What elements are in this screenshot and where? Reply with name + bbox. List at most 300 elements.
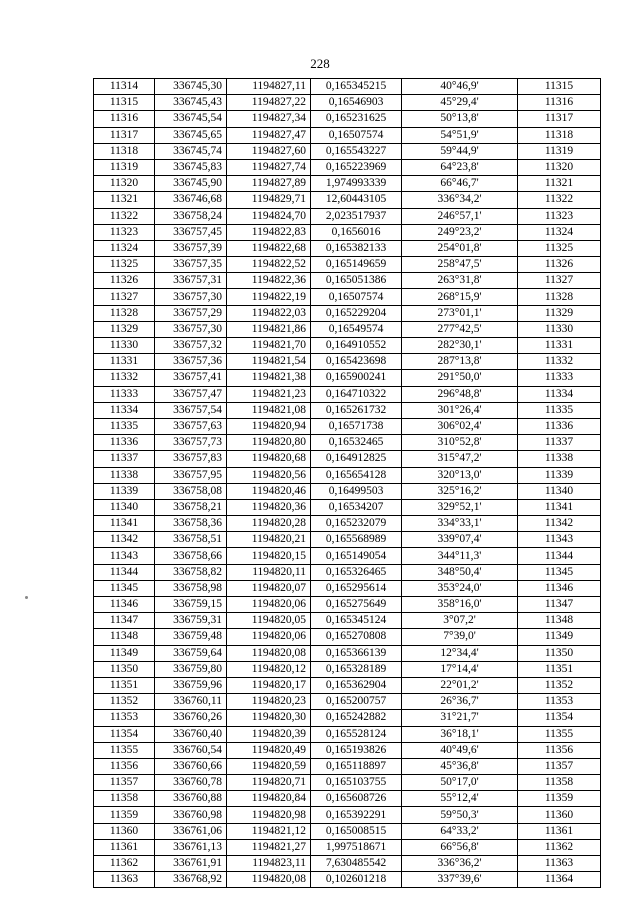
y-coordinate-cell: 1194820,80 [227, 435, 311, 451]
bearing-cell: 306°02,4' [402, 418, 518, 434]
point-number-cell: 11348 [94, 629, 155, 645]
point-number-cell: 11316 [94, 111, 155, 127]
distance-cell: 2,023517937 [311, 208, 402, 224]
point-number-cell: 11325 [94, 257, 155, 273]
y-coordinate-cell: 1194820,15 [227, 548, 311, 564]
table-row [94, 791, 601, 807]
point-number-cell: 11354 [94, 726, 155, 742]
distance-cell: 0,165232079 [311, 516, 402, 532]
table-row [94, 95, 601, 111]
x-coordinate-cell: 336759,31 [155, 613, 227, 629]
x-coordinate-cell: 336745,43 [155, 95, 227, 111]
point-number-cell: 11355 [94, 742, 155, 758]
next-point-cell: 11335 [518, 402, 601, 418]
point-number-cell: 11341 [94, 516, 155, 532]
table-row [94, 257, 601, 273]
bearing-cell: 291°50,0' [402, 370, 518, 386]
y-coordinate-cell: 1194820,08 [227, 645, 311, 661]
distance-cell: 0,165275649 [311, 597, 402, 613]
bearing-cell: 64°33,2' [402, 823, 518, 839]
distance-cell: 1,997518671 [311, 839, 402, 855]
next-point-cell: 11321 [518, 176, 601, 192]
bearing-cell: 329°52,1' [402, 499, 518, 515]
point-number-cell: 11318 [94, 143, 155, 159]
distance-cell: 0,165326465 [311, 564, 402, 580]
point-number-cell: 11337 [94, 451, 155, 467]
bearing-cell: 54°51,9' [402, 127, 518, 143]
x-coordinate-cell: 336745,65 [155, 127, 227, 143]
x-coordinate-cell: 336745,30 [155, 79, 227, 95]
bearing-cell: 315°47,2' [402, 451, 518, 467]
y-coordinate-cell: 1194820,56 [227, 467, 311, 483]
x-coordinate-cell: 336757,39 [155, 240, 227, 256]
distance-cell: 0,164710322 [311, 386, 402, 402]
next-point-cell: 11351 [518, 661, 601, 677]
table-row [94, 79, 601, 95]
table-row [94, 127, 601, 143]
bearing-cell: 59°44,9' [402, 143, 518, 159]
point-number-cell: 11314 [94, 79, 155, 95]
point-number-cell: 11332 [94, 370, 155, 386]
y-coordinate-cell: 1194822,03 [227, 305, 311, 321]
x-coordinate-cell: 336746,68 [155, 192, 227, 208]
table-row [94, 580, 601, 596]
distance-cell: 0,16507574 [311, 289, 402, 305]
x-coordinate-cell: 336757,45 [155, 224, 227, 240]
x-coordinate-cell: 336759,96 [155, 677, 227, 693]
x-coordinate-cell: 336757,31 [155, 273, 227, 289]
next-point-cell: 11332 [518, 354, 601, 370]
coordinates-table [93, 78, 601, 888]
distance-cell: 0,165328189 [311, 661, 402, 677]
x-coordinate-cell: 336760,78 [155, 775, 227, 791]
table-row [94, 354, 601, 370]
next-point-cell: 11338 [518, 451, 601, 467]
x-coordinate-cell: 336757,54 [155, 402, 227, 418]
next-point-cell: 11334 [518, 386, 601, 402]
y-coordinate-cell: 1194820,71 [227, 775, 311, 791]
y-coordinate-cell: 1194820,30 [227, 710, 311, 726]
table-row [94, 240, 601, 256]
next-point-cell: 11327 [518, 273, 601, 289]
table-row [94, 872, 601, 888]
distance-cell: 0,16549574 [311, 321, 402, 337]
table-row [94, 758, 601, 774]
y-coordinate-cell: 1194824,70 [227, 208, 311, 224]
bearing-cell: 348°50,4' [402, 564, 518, 580]
point-number-cell: 11361 [94, 839, 155, 855]
x-coordinate-cell: 336768,92 [155, 872, 227, 888]
y-coordinate-cell: 1194820,84 [227, 791, 311, 807]
next-point-cell: 11362 [518, 839, 601, 855]
y-coordinate-cell: 1194827,34 [227, 111, 311, 127]
bearing-cell: 353°24,0' [402, 580, 518, 596]
table-row [94, 710, 601, 726]
table-row [94, 823, 601, 839]
distance-cell: 0,165295614 [311, 580, 402, 596]
y-coordinate-cell: 1194827,74 [227, 159, 311, 175]
table-row [94, 386, 601, 402]
distance-cell: 0,165008515 [311, 823, 402, 839]
distance-cell: 0,165149659 [311, 257, 402, 273]
y-coordinate-cell: 1194821,08 [227, 402, 311, 418]
x-coordinate-cell: 336761,06 [155, 823, 227, 839]
next-point-cell: 11336 [518, 418, 601, 434]
next-point-cell: 11350 [518, 645, 601, 661]
x-coordinate-cell: 336760,88 [155, 791, 227, 807]
coordinates-table-body [94, 79, 601, 888]
bearing-cell: 66°56,8' [402, 839, 518, 855]
next-point-cell: 11339 [518, 467, 601, 483]
distance-cell: 0,164912825 [311, 451, 402, 467]
next-point-cell: 11346 [518, 580, 601, 596]
distance-cell: 0,165193826 [311, 742, 402, 758]
distance-cell: 0,165149054 [311, 548, 402, 564]
x-coordinate-cell: 336757,36 [155, 354, 227, 370]
table-row [94, 645, 601, 661]
x-coordinate-cell: 336745,90 [155, 176, 227, 192]
point-number-cell: 11339 [94, 483, 155, 499]
y-coordinate-cell: 1194820,06 [227, 597, 311, 613]
table-row [94, 418, 601, 434]
y-coordinate-cell: 1194820,07 [227, 580, 311, 596]
y-coordinate-cell: 1194820,21 [227, 532, 311, 548]
x-coordinate-cell: 336758,82 [155, 564, 227, 580]
next-point-cell: 11349 [518, 629, 601, 645]
x-coordinate-cell: 336757,35 [155, 257, 227, 273]
point-number-cell: 11360 [94, 823, 155, 839]
bearing-cell: 45°36,8' [402, 758, 518, 774]
distance-cell: 0,165568989 [311, 532, 402, 548]
x-coordinate-cell: 336745,83 [155, 159, 227, 175]
distance-cell: 0,165231625 [311, 111, 402, 127]
point-number-cell: 11323 [94, 224, 155, 240]
point-number-cell: 11340 [94, 499, 155, 515]
table-row [94, 516, 601, 532]
point-number-cell: 11315 [94, 95, 155, 111]
point-number-cell: 11357 [94, 775, 155, 791]
bearing-cell: 263°31,8' [402, 273, 518, 289]
point-number-cell: 11321 [94, 192, 155, 208]
table-row [94, 613, 601, 629]
bearing-cell: 36°18,1' [402, 726, 518, 742]
bearing-cell: 40°46,9' [402, 79, 518, 95]
bearing-cell: 268°15,9' [402, 289, 518, 305]
next-point-cell: 11317 [518, 111, 601, 127]
x-coordinate-cell: 336745,54 [155, 111, 227, 127]
y-coordinate-cell: 1194821,54 [227, 354, 311, 370]
next-point-cell: 11333 [518, 370, 601, 386]
y-coordinate-cell: 1194827,89 [227, 176, 311, 192]
next-point-cell: 11344 [518, 548, 601, 564]
x-coordinate-cell: 336758,36 [155, 516, 227, 532]
next-point-cell: 11363 [518, 856, 601, 872]
point-number-cell: 11349 [94, 645, 155, 661]
table-row [94, 661, 601, 677]
distance-cell: 0,165608726 [311, 791, 402, 807]
distance-cell: 0,165229204 [311, 305, 402, 321]
bearing-cell: 26°36,7' [402, 694, 518, 710]
point-number-cell: 11342 [94, 532, 155, 548]
point-number-cell: 11330 [94, 338, 155, 354]
table-row [94, 807, 601, 823]
distance-cell: 1,974993339 [311, 176, 402, 192]
table-row [94, 305, 601, 321]
x-coordinate-cell: 336757,29 [155, 305, 227, 321]
y-coordinate-cell: 1194820,98 [227, 807, 311, 823]
table-row [94, 402, 601, 418]
point-number-cell: 11326 [94, 273, 155, 289]
table-row [94, 451, 601, 467]
next-point-cell: 11340 [518, 483, 601, 499]
next-point-cell: 11316 [518, 95, 601, 111]
point-number-cell: 11322 [94, 208, 155, 224]
bearing-cell: 273°01,1' [402, 305, 518, 321]
next-point-cell: 11325 [518, 240, 601, 256]
y-coordinate-cell: 1194820,11 [227, 564, 311, 580]
next-point-cell: 11320 [518, 159, 601, 175]
next-point-cell: 11329 [518, 305, 601, 321]
next-point-cell: 11337 [518, 435, 601, 451]
table-row [94, 775, 601, 791]
y-coordinate-cell: 1194822,83 [227, 224, 311, 240]
y-coordinate-cell: 1194820,39 [227, 726, 311, 742]
point-number-cell: 11335 [94, 418, 155, 434]
x-coordinate-cell: 336745,74 [155, 143, 227, 159]
distance-cell: 0,164910552 [311, 338, 402, 354]
table-row [94, 224, 601, 240]
x-coordinate-cell: 336757,47 [155, 386, 227, 402]
distance-cell: 0,165366139 [311, 645, 402, 661]
point-number-cell: 11352 [94, 694, 155, 710]
x-coordinate-cell: 336758,21 [155, 499, 227, 515]
next-point-cell: 11322 [518, 192, 601, 208]
bearing-cell: 337°39,6' [402, 872, 518, 888]
x-coordinate-cell: 336760,26 [155, 710, 227, 726]
bearing-cell: 246°57,1' [402, 208, 518, 224]
y-coordinate-cell: 1194820,46 [227, 483, 311, 499]
x-coordinate-cell: 336760,40 [155, 726, 227, 742]
x-coordinate-cell: 336760,66 [155, 758, 227, 774]
table-row [94, 564, 601, 580]
table-row [94, 192, 601, 208]
distance-cell: 0,165362904 [311, 677, 402, 693]
y-coordinate-cell: 1194827,47 [227, 127, 311, 143]
next-point-cell: 11324 [518, 224, 601, 240]
x-coordinate-cell: 336757,95 [155, 467, 227, 483]
bearing-cell: 17°14,4' [402, 661, 518, 677]
distance-cell: 0,165528124 [311, 726, 402, 742]
y-coordinate-cell: 1194820,23 [227, 694, 311, 710]
y-coordinate-cell: 1194827,11 [227, 79, 311, 95]
point-number-cell: 11356 [94, 758, 155, 774]
y-coordinate-cell: 1194822,36 [227, 273, 311, 289]
distance-cell: 0,165242882 [311, 710, 402, 726]
table-row [94, 742, 601, 758]
point-number-cell: 11362 [94, 856, 155, 872]
y-coordinate-cell: 1194821,38 [227, 370, 311, 386]
point-number-cell: 11344 [94, 564, 155, 580]
y-coordinate-cell: 1194822,68 [227, 240, 311, 256]
bearing-cell: 249°23,2' [402, 224, 518, 240]
bearing-cell: 277°42,5' [402, 321, 518, 337]
distance-cell: 0,16499503 [311, 483, 402, 499]
distance-cell: 0,1656016 [311, 224, 402, 240]
point-number-cell: 11328 [94, 305, 155, 321]
table-row [94, 159, 601, 175]
y-coordinate-cell: 1194829,71 [227, 192, 311, 208]
x-coordinate-cell: 336761,13 [155, 839, 227, 855]
y-coordinate-cell: 1194820,68 [227, 451, 311, 467]
point-number-cell: 11320 [94, 176, 155, 192]
table-row [94, 597, 601, 613]
table-row [94, 629, 601, 645]
y-coordinate-cell: 1194820,06 [227, 629, 311, 645]
table-row [94, 289, 601, 305]
margin-dot [25, 596, 28, 599]
bearing-cell: 339°07,4' [402, 532, 518, 548]
y-coordinate-cell: 1194821,12 [227, 823, 311, 839]
distance-cell: 0,165345124 [311, 613, 402, 629]
bearing-cell: 7°39,0' [402, 629, 518, 645]
bearing-cell: 296°48,8' [402, 386, 518, 402]
y-coordinate-cell: 1194821,70 [227, 338, 311, 354]
point-number-cell: 11350 [94, 661, 155, 677]
bearing-cell: 22°01,2' [402, 677, 518, 693]
next-point-cell: 11326 [518, 257, 601, 273]
point-number-cell: 11336 [94, 435, 155, 451]
table-row [94, 111, 601, 127]
point-number-cell: 11334 [94, 402, 155, 418]
next-point-cell: 11354 [518, 710, 601, 726]
table-row [94, 321, 601, 337]
distance-cell: 0,165270808 [311, 629, 402, 645]
next-point-cell: 11353 [518, 694, 601, 710]
next-point-cell: 11328 [518, 289, 601, 305]
y-coordinate-cell: 1194827,22 [227, 95, 311, 111]
next-point-cell: 11358 [518, 775, 601, 791]
bearing-cell: 50°17,0' [402, 775, 518, 791]
y-coordinate-cell: 1194820,05 [227, 613, 311, 629]
x-coordinate-cell: 336757,32 [155, 338, 227, 354]
table-row [94, 208, 601, 224]
y-coordinate-cell: 1194820,08 [227, 872, 311, 888]
next-point-cell: 11364 [518, 872, 601, 888]
table-row [94, 499, 601, 515]
bearing-cell: 310°52,8' [402, 435, 518, 451]
distance-cell: 0,16546903 [311, 95, 402, 111]
point-number-cell: 11331 [94, 354, 155, 370]
distance-cell: 0,165543227 [311, 143, 402, 159]
x-coordinate-cell: 336757,83 [155, 451, 227, 467]
y-coordinate-cell: 1194822,52 [227, 257, 311, 273]
next-point-cell: 11315 [518, 79, 601, 95]
x-coordinate-cell: 336759,64 [155, 645, 227, 661]
y-coordinate-cell: 1194820,28 [227, 516, 311, 532]
x-coordinate-cell: 336757,63 [155, 418, 227, 434]
x-coordinate-cell: 336761,91 [155, 856, 227, 872]
bearing-cell: 12°34,4' [402, 645, 518, 661]
point-number-cell: 11327 [94, 289, 155, 305]
distance-cell: 0,165345215 [311, 79, 402, 95]
table-row [94, 435, 601, 451]
bearing-cell: 334°33,1' [402, 516, 518, 532]
x-coordinate-cell: 336759,15 [155, 597, 227, 613]
y-coordinate-cell: 1194821,27 [227, 839, 311, 855]
table-row [94, 467, 601, 483]
point-number-cell: 11319 [94, 159, 155, 175]
y-coordinate-cell: 1194820,17 [227, 677, 311, 693]
distance-cell: 0,165103755 [311, 775, 402, 791]
next-point-cell: 11330 [518, 321, 601, 337]
table-row [94, 532, 601, 548]
distance-cell: 0,165654128 [311, 467, 402, 483]
bearing-cell: 55°12,4' [402, 791, 518, 807]
bearing-cell: 336°36,2' [402, 856, 518, 872]
x-coordinate-cell: 336758,24 [155, 208, 227, 224]
bearing-cell: 66°46,7' [402, 176, 518, 192]
bearing-cell: 31°21,7' [402, 710, 518, 726]
x-coordinate-cell: 336757,73 [155, 435, 227, 451]
distance-cell: 0,102601218 [311, 872, 402, 888]
next-point-cell: 11356 [518, 742, 601, 758]
x-coordinate-cell: 336758,51 [155, 532, 227, 548]
next-point-cell: 11347 [518, 597, 601, 613]
distance-cell: 0,165261732 [311, 402, 402, 418]
table-row [94, 273, 601, 289]
distance-cell: 0,165382133 [311, 240, 402, 256]
bearing-cell: 254°01,8' [402, 240, 518, 256]
point-number-cell: 11317 [94, 127, 155, 143]
table-row [94, 370, 601, 386]
next-point-cell: 11323 [518, 208, 601, 224]
table-row [94, 176, 601, 192]
distance-cell: 0,165051386 [311, 273, 402, 289]
distance-cell: 0,165900241 [311, 370, 402, 386]
point-number-cell: 11343 [94, 548, 155, 564]
x-coordinate-cell: 336760,98 [155, 807, 227, 823]
y-coordinate-cell: 1194821,23 [227, 386, 311, 402]
y-coordinate-cell: 1194821,86 [227, 321, 311, 337]
y-coordinate-cell: 1194822,19 [227, 289, 311, 305]
bearing-cell: 287°13,8' [402, 354, 518, 370]
page-number: 228 [310, 56, 330, 71]
distance-cell: 0,16507574 [311, 127, 402, 143]
distance-cell: 0,165223969 [311, 159, 402, 175]
next-point-cell: 11345 [518, 564, 601, 580]
next-point-cell: 11357 [518, 758, 601, 774]
x-coordinate-cell: 336757,30 [155, 289, 227, 305]
x-coordinate-cell: 336757,41 [155, 370, 227, 386]
bearing-cell: 320°13,0' [402, 467, 518, 483]
point-number-cell: 11345 [94, 580, 155, 596]
next-point-cell: 11355 [518, 726, 601, 742]
point-number-cell: 11363 [94, 872, 155, 888]
point-number-cell: 11353 [94, 710, 155, 726]
bearing-cell: 344°11,3' [402, 548, 518, 564]
x-coordinate-cell: 336760,54 [155, 742, 227, 758]
point-number-cell: 11346 [94, 597, 155, 613]
x-coordinate-cell: 336757,30 [155, 321, 227, 337]
bearing-cell: 301°26,4' [402, 402, 518, 418]
x-coordinate-cell: 336760,11 [155, 694, 227, 710]
distance-cell: 7,630485542 [311, 856, 402, 872]
point-number-cell: 11329 [94, 321, 155, 337]
next-point-cell: 11341 [518, 499, 601, 515]
distance-cell: 0,165423698 [311, 354, 402, 370]
y-coordinate-cell: 1194827,60 [227, 143, 311, 159]
point-number-cell: 11333 [94, 386, 155, 402]
